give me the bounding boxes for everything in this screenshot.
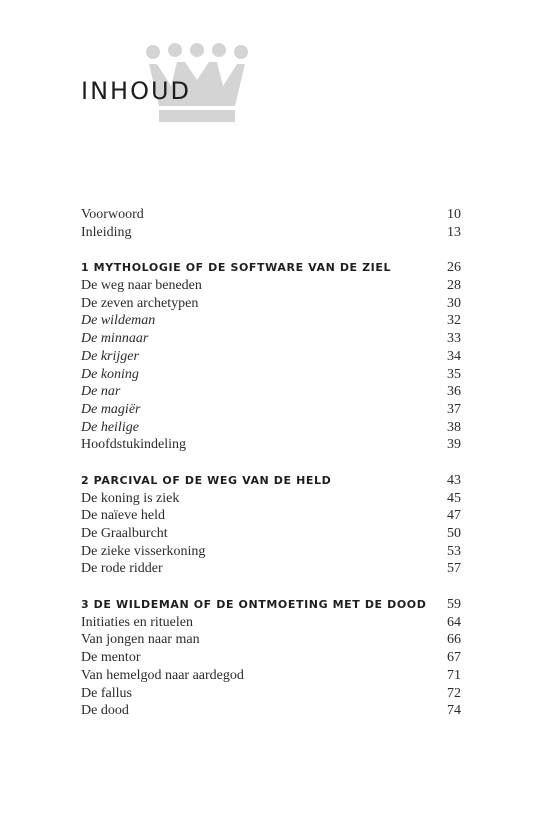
toc-entry-label: Inleiding xyxy=(81,224,132,240)
toc-page-number: 53 xyxy=(447,543,461,559)
toc-page-number: 38 xyxy=(447,419,461,435)
toc-page-number: 26 xyxy=(447,260,461,276)
toc-chapter-heading xyxy=(81,260,461,278)
toc-section xyxy=(81,207,461,242)
toc-entry-label: 3 DE WILDEMAN OF DE ONTMOETING MET DE DOOD xyxy=(81,598,427,612)
toc-entry-label: De zieke visserkoning xyxy=(81,543,206,559)
toc-entry xyxy=(81,402,461,420)
toc-entry xyxy=(81,384,461,402)
toc-section xyxy=(81,473,461,579)
toc-page-number: 64 xyxy=(447,614,461,630)
toc-entry xyxy=(81,508,461,526)
toc-page-number: 35 xyxy=(447,366,461,382)
toc-entry-label: De Graalburcht xyxy=(81,526,168,541)
table-of-contents xyxy=(81,207,461,739)
toc-entry-label: De rode ridder xyxy=(81,561,163,577)
toc-entry-label: De zeven archetypen xyxy=(81,295,199,311)
toc-page-number: 74 xyxy=(447,703,461,719)
toc-entry-label: De koning xyxy=(81,366,139,382)
toc-page-number: 10 xyxy=(447,207,461,222)
toc-entry xyxy=(81,225,461,243)
toc-page-number: 28 xyxy=(447,278,461,294)
toc-page-number: 45 xyxy=(447,490,461,506)
toc-entry xyxy=(81,615,461,633)
toc-entry-label: 1 MYTHOLOGIE OF DE SOFTWARE VAN DE ZIEL xyxy=(81,261,392,275)
toc-entry xyxy=(81,561,461,579)
toc-entry xyxy=(81,668,461,686)
toc-page-number: 59 xyxy=(447,597,461,613)
toc-page-number: 67 xyxy=(447,650,461,666)
toc-entry-label: Van hemelgod naar aardegod xyxy=(81,667,244,683)
toc-entry-label: De weg naar beneden xyxy=(81,278,202,294)
toc-entry-label: 2 PARCIVAL OF DE WEG VAN DE HELD xyxy=(81,473,332,487)
toc-entry-label: Van jongen naar man xyxy=(81,632,200,648)
toc-page-number: 57 xyxy=(447,561,461,577)
toc-chapter-heading xyxy=(81,473,461,491)
page-title: INHOUD xyxy=(81,77,192,105)
toc-entry xyxy=(81,420,461,438)
toc-entry xyxy=(81,349,461,367)
toc-entry-label: De heilige xyxy=(81,419,139,435)
toc-entry xyxy=(81,296,461,314)
toc-page-number: 72 xyxy=(447,685,461,701)
toc-entry xyxy=(81,686,461,704)
toc-entry xyxy=(81,632,461,650)
toc-entry xyxy=(81,703,461,721)
toc-entry-label: De koning is ziek xyxy=(81,490,180,506)
toc-page-number: 32 xyxy=(447,313,461,329)
toc-entry-label: Hoofdstukindeling xyxy=(81,437,186,453)
toc-entry xyxy=(81,491,461,509)
toc-entry-label: De nar xyxy=(81,384,121,400)
toc-entry-label: Voorwoord xyxy=(81,207,144,222)
toc-entry xyxy=(81,313,461,331)
toc-entry-label: De krijger xyxy=(81,348,139,364)
toc-chapter-heading xyxy=(81,597,461,615)
toc-entry-label: De mentor xyxy=(81,650,141,666)
toc-entry-label: De dood xyxy=(81,703,129,719)
toc-page-number: 33 xyxy=(447,331,461,347)
toc-page-number: 34 xyxy=(447,348,461,364)
toc-entry-label: De magiër xyxy=(81,401,141,417)
toc-page-number: 66 xyxy=(447,632,461,648)
toc-section xyxy=(81,260,461,455)
toc-entry-label: De minnaar xyxy=(81,331,149,347)
toc-page-number: 36 xyxy=(447,384,461,400)
toc-entry-label: Initiaties en rituelen xyxy=(81,614,193,630)
toc-entry xyxy=(81,544,461,562)
toc-entry-label: De fallus xyxy=(81,685,132,701)
toc-page-number: 37 xyxy=(447,401,461,417)
toc-entry xyxy=(81,207,461,225)
toc-entry xyxy=(81,278,461,296)
toc-page-number: 30 xyxy=(447,295,461,311)
toc-entry xyxy=(81,437,461,455)
toc-section xyxy=(81,597,461,721)
toc-entry xyxy=(81,526,461,544)
toc-page-number: 43 xyxy=(447,472,461,488)
toc-entry-label: De naïeve held xyxy=(81,508,165,524)
toc-entry xyxy=(81,367,461,385)
toc-page-number: 50 xyxy=(447,526,461,541)
toc-page-number: 47 xyxy=(447,508,461,524)
toc-page-number: 71 xyxy=(447,667,461,683)
toc-entry xyxy=(81,331,461,349)
toc-entry-label: De wildeman xyxy=(81,313,156,329)
toc-page-number: 13 xyxy=(447,224,461,240)
toc-page-number: 39 xyxy=(447,437,461,453)
toc-entry xyxy=(81,650,461,668)
